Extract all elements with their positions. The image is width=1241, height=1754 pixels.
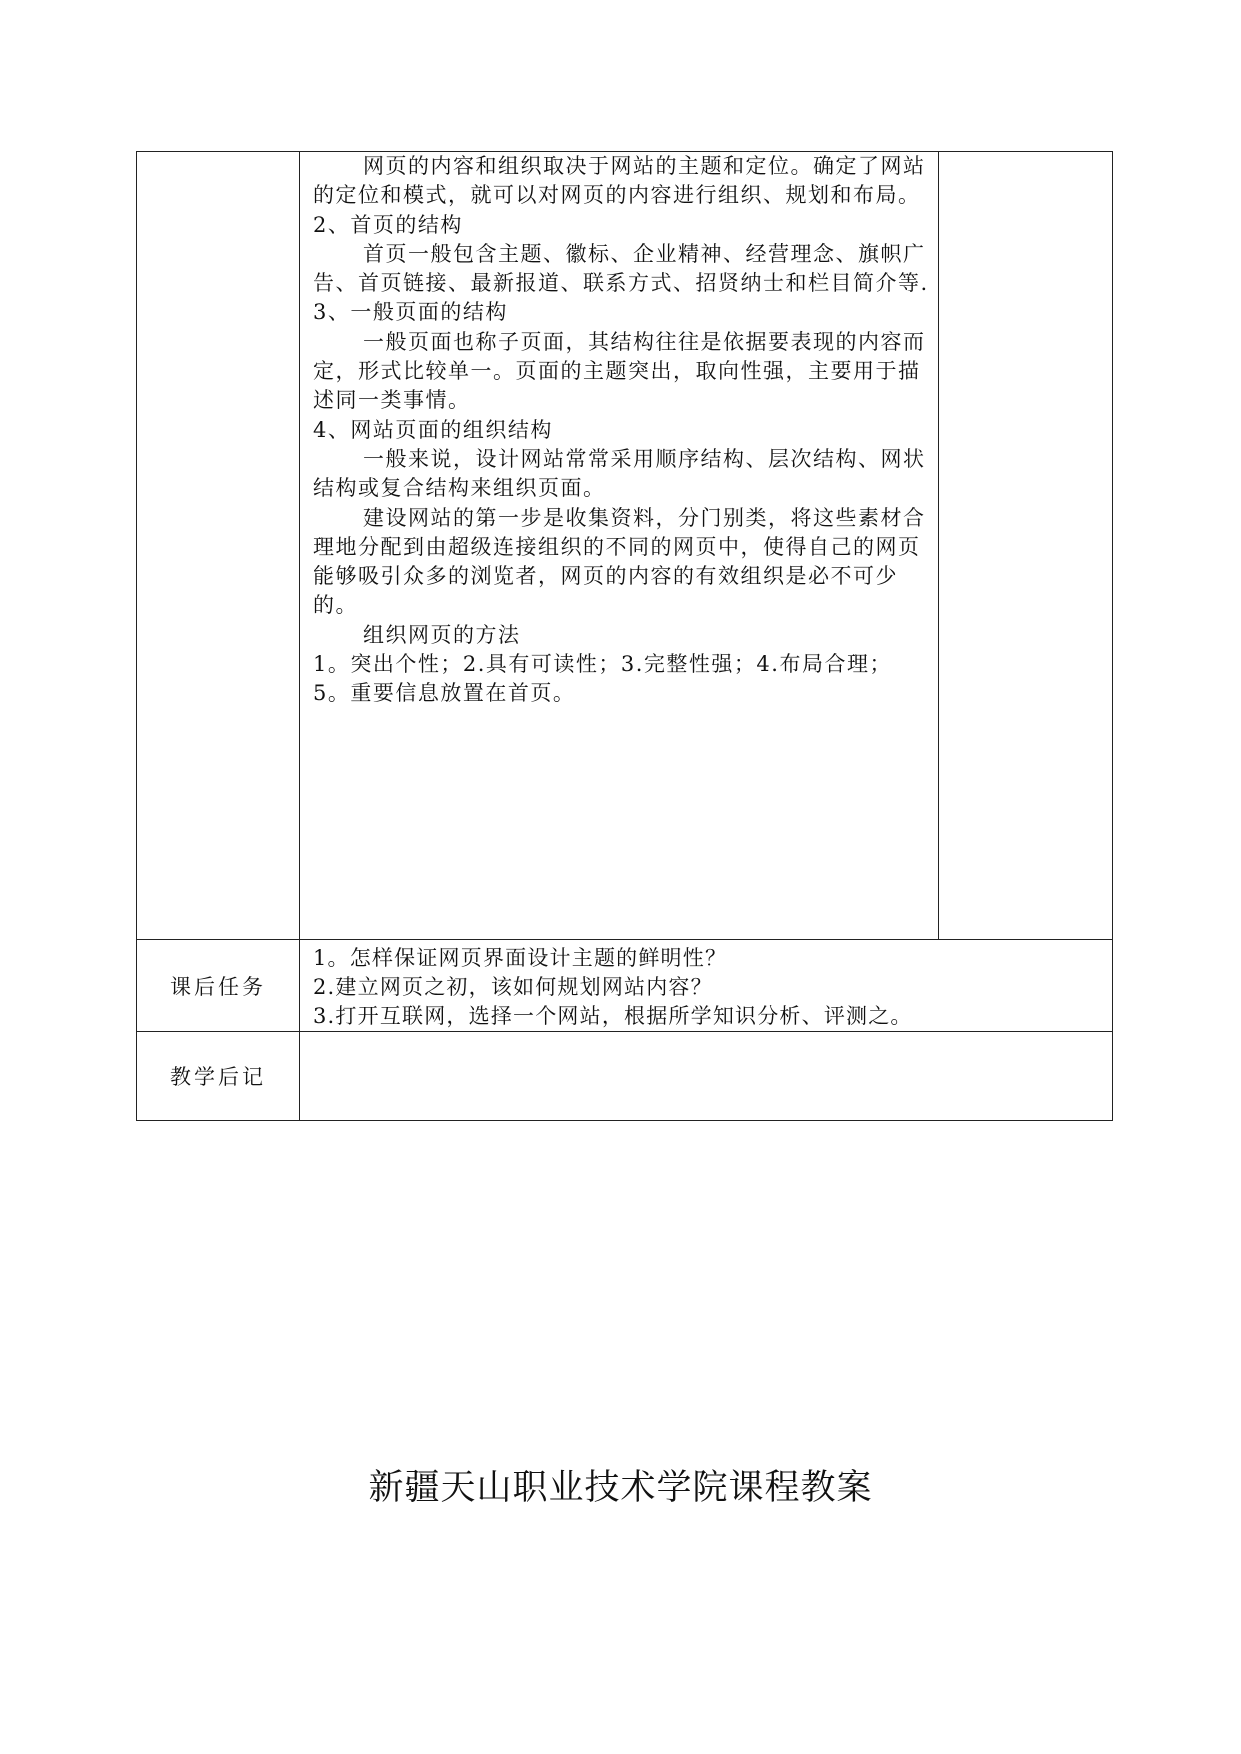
notes-label: 教学后记 [137,1032,300,1121]
paragraph-site-organization: 一般来说，设计网站常常采用顺序结构、层次结构、网状结构或复合结构来组织页面。 [313,446,926,501]
tasks-row [137,940,1113,1032]
notes-row [137,1032,1113,1121]
methods-list-line-2: 5。重要信息放置在首页。 [313,681,576,706]
task-item: 1。怎样保证网页界面设计主题的鲜明性？ [313,946,728,970]
task-item: 2.建立网页之初，该如何规划网站内容？ [313,975,713,999]
heading-site-organization: 4、网站页面的组织结构 [313,417,553,442]
tasks-list [300,940,1112,1031]
paragraph-homepage-structure: 首页一般包含主题、徽标、企业精神、经营理念、旗帜广告、首页链接、最新报道、联系方式、招贤纳士和栏目简介等. [313,241,929,296]
heading-homepage-structure: 2、首页的结构 [313,212,463,237]
document-footer-title: 新疆天山职业技术学院课程教案 [368,1468,873,1508]
right-blank-cell [939,152,1113,940]
tasks-cell [300,940,1113,1032]
heading-general-page-structure: 3、一般页面的结构 [313,300,508,325]
heading-organization-methods: 组织网页的方法 [363,622,521,647]
lesson-content [300,152,938,709]
lesson-content-cell [300,152,939,940]
lesson-plan-table [136,151,1113,1121]
notes-cell [300,1032,1113,1121]
content-row [137,152,1113,940]
tasks-label: 课后任务 [137,940,300,1032]
methods-list-line-1: 1。突出个性；2.具有可读性；3.完整性强；4.布局合理； [313,652,892,677]
task-item: 3.打开互联网，选择一个网站，根据所学知识分析、评测之。 [313,1004,913,1028]
paragraph-general-page-structure: 一般页面也称子页面，其结构往往是依据要表现的内容而定，形式比较单一。页面的主题突出，取向性强，主要用于描述同一类事情。 [313,329,926,413]
paragraph-web-content-intro: 网页的内容和组织取决于网站的主题和定位。确定了网站的定位和模式，就可以对网页的内容进行组织、规划和布局。 [313,154,926,208]
paragraph-site-building: 建设网站的第一步是收集资料，分门别类，将这些素材合理地分配到由超级连接组织的不同的网页中，使得自己的网页能够吸引众多的浏览者，网页的内容的有效组织是必不可少的。 [313,505,926,618]
left-blank-cell [137,152,300,940]
